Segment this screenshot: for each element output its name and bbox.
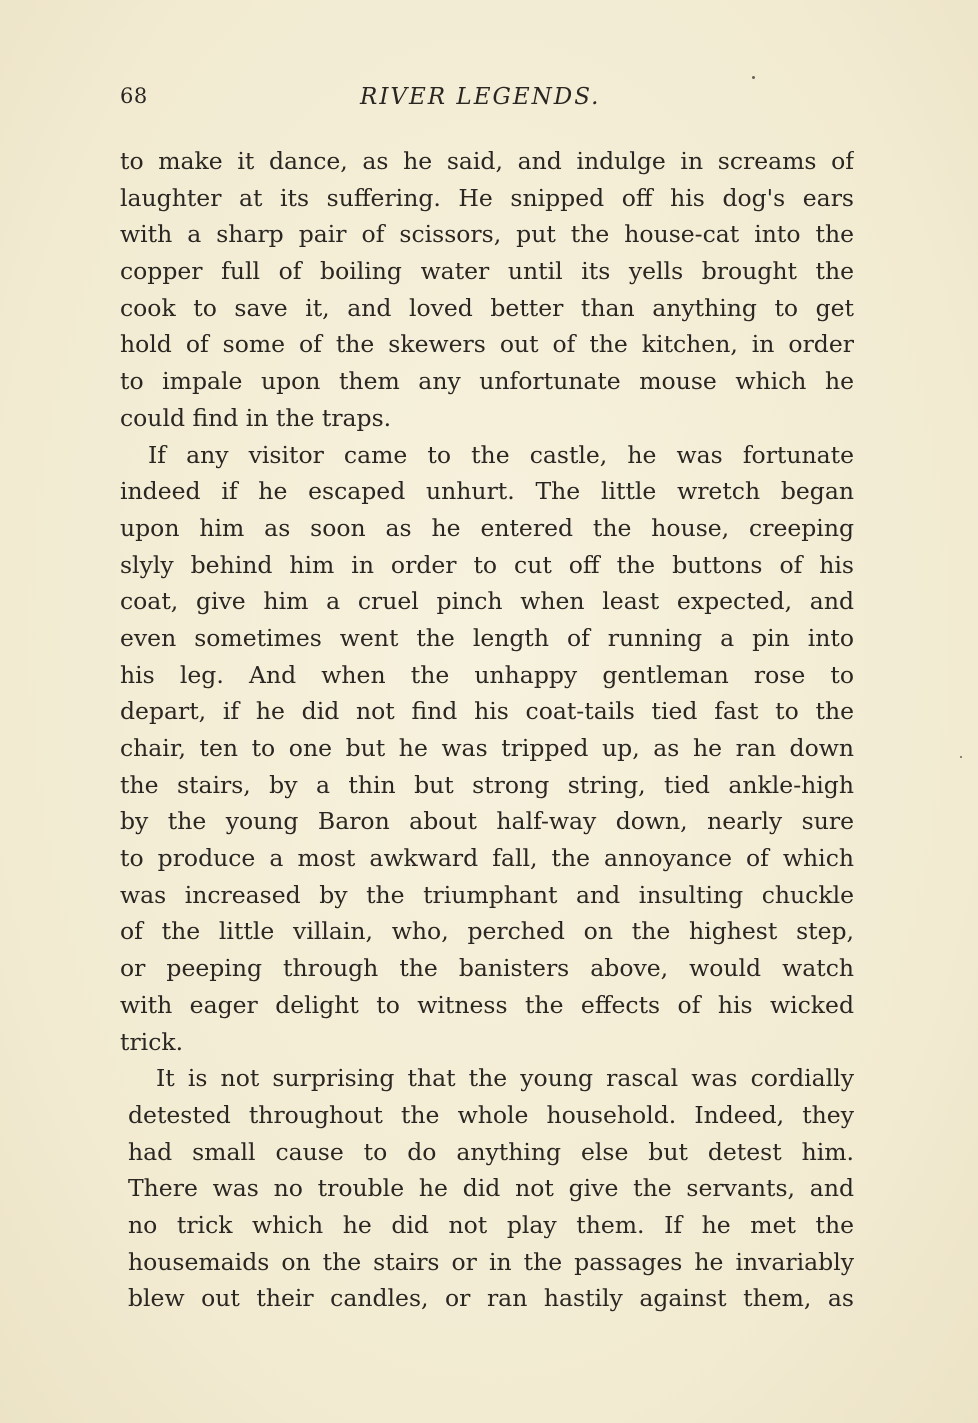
text-line: hold of some of the skewers out of the kitchen, in order (120, 330, 854, 359)
text-line: had small cause to do anything else but detest him. (128, 1137, 854, 1166)
text-line: by the young Baron about half-way down, nearly sure (120, 807, 854, 836)
text-line: his leg. And when the unhappy gentleman rose to (120, 660, 854, 689)
text-line: with a sharp pair of scissors, put the house-cat into the (120, 220, 854, 249)
text-line: blew out their candles, or ran hastily against them, as (128, 1284, 854, 1313)
text-line: trick. (120, 1027, 184, 1056)
page-header (120, 84, 854, 120)
text-line: copper full of boiling water until its yells brought the (120, 257, 854, 286)
text-line: of the little villain, who, perched on the highest step, (120, 917, 854, 946)
text-line: no trick which he did not play them. If he met the (128, 1210, 854, 1239)
print-speck (752, 76, 755, 79)
text-line: the stairs, by a thin but strong string, tied ankle-high (120, 770, 854, 799)
text-line: If any visitor came to the castle, he was fortunate (148, 440, 854, 469)
text-line: even sometimes went the length of running a pin into (120, 623, 854, 652)
text-line: slyly behind him in order to cut off the buttons of his (120, 550, 854, 579)
body-text (120, 143, 854, 1317)
text-line: housemaids on the stairs or in the passages he invariably (128, 1247, 854, 1276)
text-line: It is not surprising that the young rascal was cordially (156, 1064, 854, 1093)
text-line: indeed if he escaped unhurt. The little wretch began (120, 477, 854, 506)
text-line: chair, ten to one but he was tripped up, as he ran down (120, 734, 854, 762)
text-line: with eager delight to witness the effects of his wicked (120, 990, 854, 1019)
text-line: cook to save it, and loved better than anything to get (120, 293, 854, 322)
text-line: upon him as soon as he entered the house, creeping (120, 513, 854, 542)
page-number: 68 (120, 84, 148, 108)
text-line: could find in the traps. (120, 403, 392, 432)
text-line: was increased by the triumphant and insulting chuckle (120, 880, 854, 909)
text-line: or peeping through the banisters above, would watch (120, 954, 854, 983)
text-line: to make it dance, as he said, and indulge in screams of (120, 147, 854, 175)
text-line: detested throughout the whole household. Indeed, they (128, 1100, 854, 1129)
text-line: to produce a most awkward fall, the annoyance of which (120, 844, 854, 873)
print-speck (960, 756, 962, 758)
text-line: There was no trouble he did not give the servants, and (128, 1174, 854, 1203)
text-line: coat, give him a cruel pinch when least expected, and (120, 587, 854, 616)
running-title: RIVER LEGENDS. (360, 84, 601, 110)
text-line: depart, if he did not find his coat-tails tied fast to the (120, 697, 854, 726)
text-line: to impale upon them any unfortunate mouse which he (120, 367, 854, 396)
text-line: laughter at its suffering. He snipped off his dog's ears (120, 183, 854, 212)
